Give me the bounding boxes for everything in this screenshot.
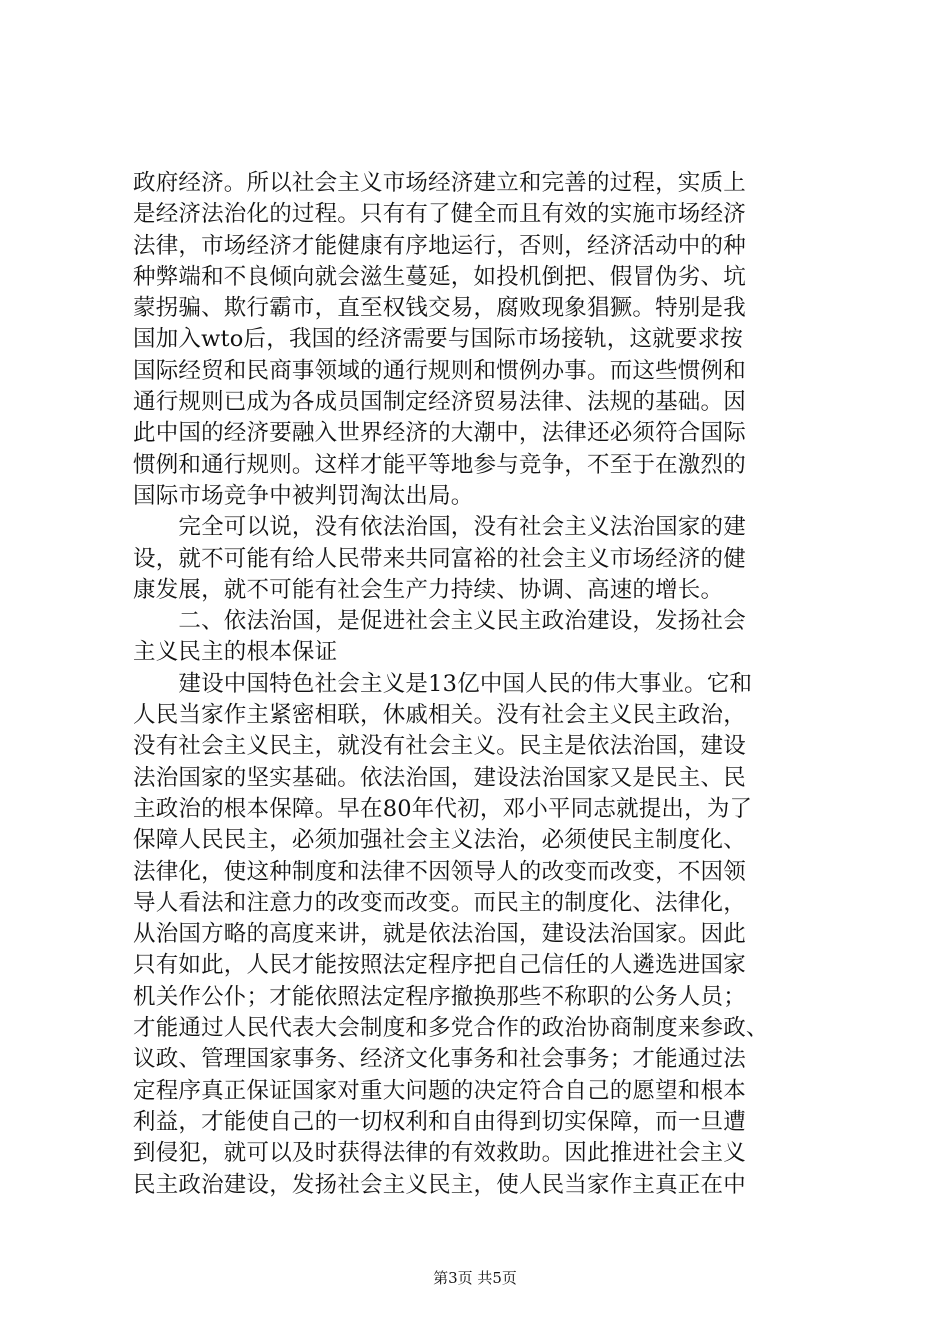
text-line: 到侵犯，就可以及时获得法律的有效救助。因此推进社会主义 — [133, 1140, 746, 1167]
section-heading-line: 主义民主的根本保证 — [133, 639, 338, 666]
text-line: 导人看法和注意力的改变而改变。而民主的制度化、法律化， — [133, 889, 746, 916]
text-line: 法律化，使这种制度和法律不因领导人的改变而改变，不因领 — [133, 858, 746, 885]
page-footer — [0, 1268, 950, 1288]
text-line: 设，就不可能有给人民带来共同富裕的社会主义市场经济的健 — [133, 545, 746, 572]
text-line: 定程序真正保证国家对重大问题的决定符合自己的愿望和根本 — [133, 1077, 746, 1104]
text-line: 没有社会主义民主，就没有社会主义。民主是依法治国，建设 — [133, 733, 746, 760]
section-heading-line: 二、依法治国，是促进社会主义民主政治建设，发扬社会 — [133, 608, 746, 635]
text-line: 通行规则已成为各成员国制定经济贸易法律、法规的基础。因 — [133, 389, 746, 416]
text-line: 保障人民民主，必须加强社会主义法治，必须使民主制度化、 — [133, 827, 746, 854]
text-line: 政府经济。所以社会主义市场经济建立和完善的过程，实质上 — [133, 170, 746, 196]
text-line: 是经济法治化的过程。只有有了健全而且有效的实施市场经济 — [133, 201, 746, 228]
text-line: 民主政治建设，发扬社会主义民主，使人民当家作主真正在中 — [133, 1171, 746, 1198]
text-line: 康发展，就不可能有社会生产力持续、协调、高速的增长。 — [133, 576, 724, 603]
body-text — [133, 168, 833, 1201]
text-line: 法律，市场经济才能健康有序地运行，否则，经济活动中的种 — [133, 232, 746, 259]
text-line: 国际经贸和民商事领域的通行规则和惯例办事。而这些惯例和 — [133, 357, 746, 384]
text-line: 人民当家作主紧密相联，休戚相关。没有社会主义民主政治， — [133, 702, 746, 729]
text-line: 利益，才能使自己的一切权利和自由得到切实保障，而一旦遭 — [133, 1108, 746, 1135]
text-line: 法治国家的坚实基础。依法治国，建设法治国家又是民主、民 — [133, 764, 746, 791]
text-line: 主政治的根本保障。早在80年代初，邓小平同志就提出，为了 — [133, 795, 753, 822]
text-line: 国际市场竞争中被判罚淘汰出局。 — [133, 482, 474, 509]
text-line: 议政、管理国家事务、经济文化事务和社会事务；才能通过法 — [133, 1046, 746, 1073]
text-line: 机关作公仆；才能依照法定程序撤换那些不称职的公务人员； — [133, 983, 746, 1010]
text-line: 种弊端和不良倾向就会滋生蔓延，如投机倒把、假冒伪劣、坑 — [133, 263, 746, 290]
text-line: 从治国方略的高度来讲，就是依法治国，建设法治国家。因此 — [133, 921, 746, 948]
text-line: 此中国的经济要融入世界经济的大潮中，法律还必须符合国际 — [133, 420, 746, 447]
text-line: 惯例和通行规则。这样才能平等地参与竞争，不至于在激烈的 — [133, 451, 746, 478]
page-number-label: 第3页 共5页 — [433, 1269, 517, 1287]
text-line: 完全可以说，没有依法治国，没有社会主义法治国家的建 — [133, 514, 746, 541]
text-line: 才能通过人民代表大会制度和多党合作的政治协商制度来参政、 — [133, 1015, 769, 1042]
text-line: 只有如此，人民才能按照法定程序把自己信任的人遴选进国家 — [133, 952, 746, 979]
text-line: 国加入wto后，我国的经济需要与国际市场接轨，这就要求按 — [133, 326, 743, 353]
text-line: 建设中国特色社会主义是13亿中国人民的伟大事业。它和 — [133, 670, 753, 697]
text-line: 蒙拐骗、欺行霸市，直至权钱交易，腐败现象猖獗。特别是我 — [133, 295, 746, 322]
